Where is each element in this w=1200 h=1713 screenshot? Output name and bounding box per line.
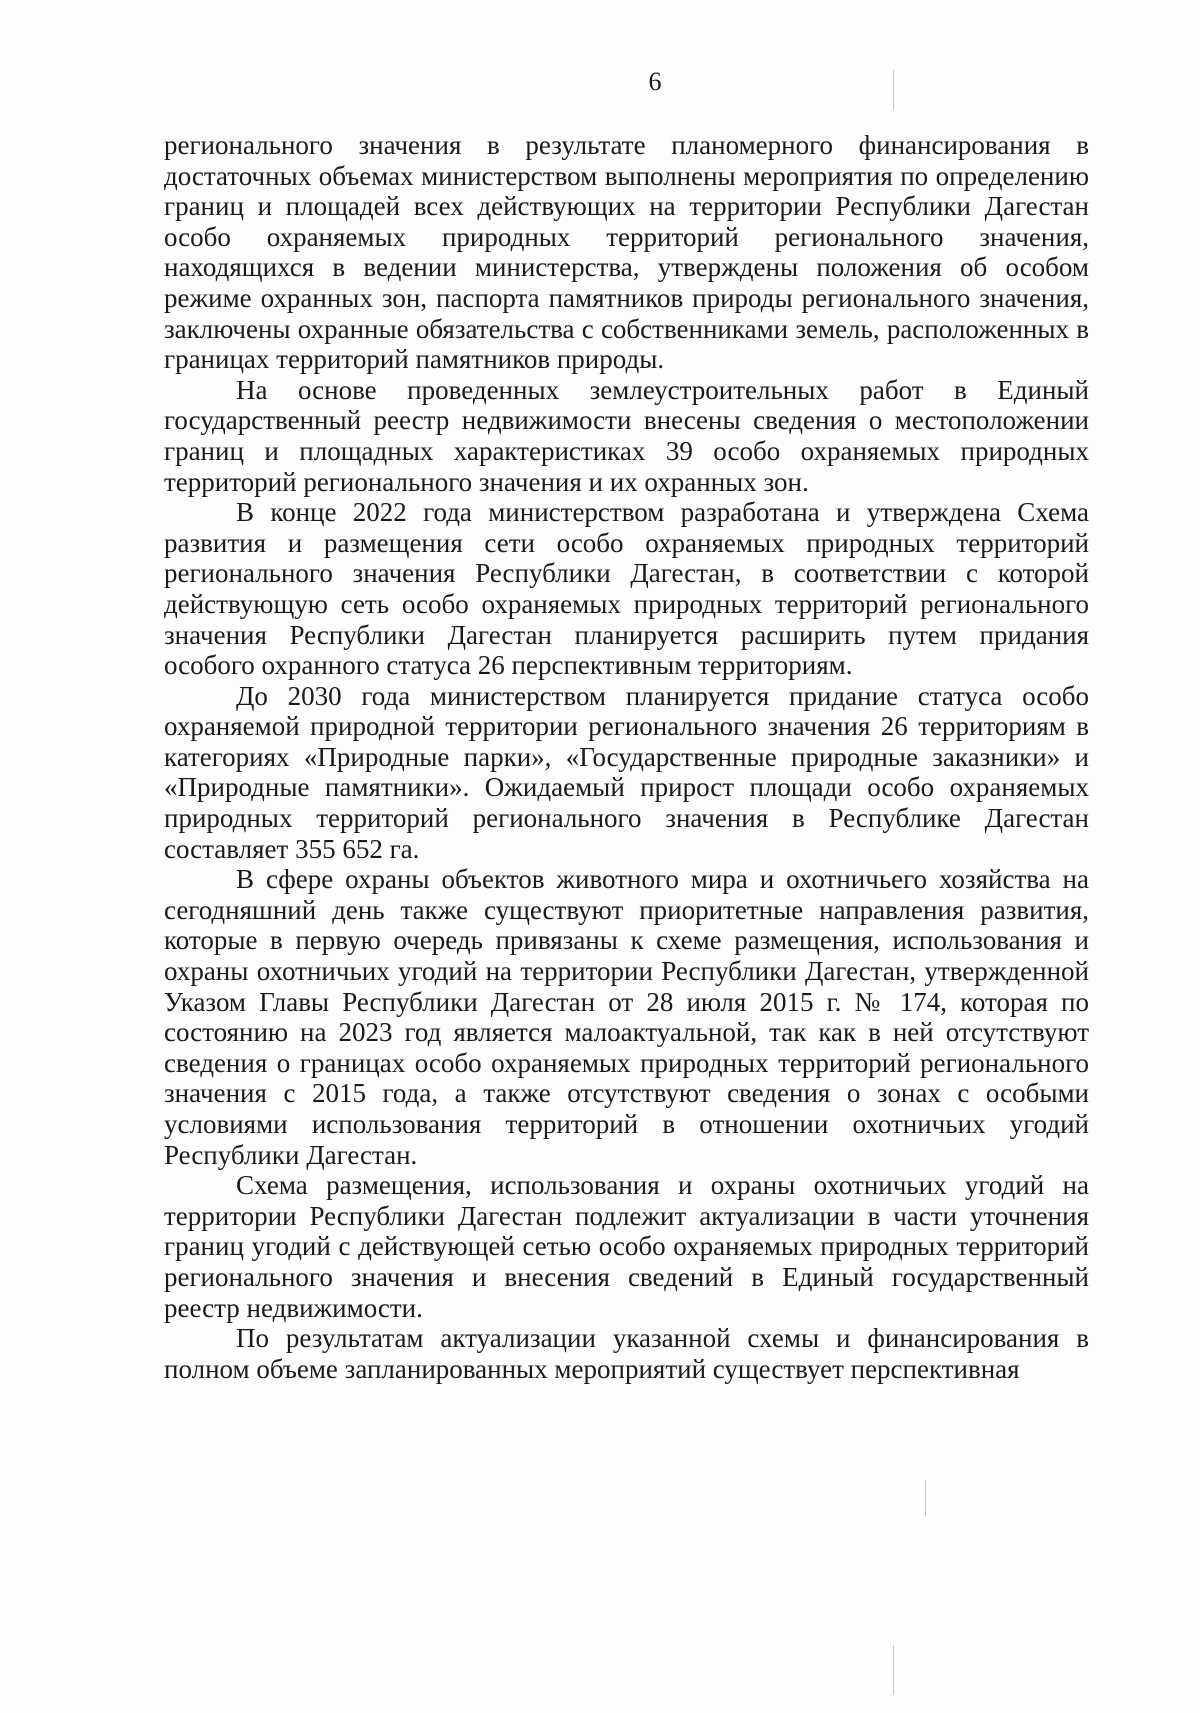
- paragraph-cadastral-registry: На основе проведенных землеустроительных работ в Единый государственный реестр недвижимости внесены сведения о местоположении границ и площадных характеристиках 39 особо охраняемых природных территорий регионального значения и их охранных зон.: [164, 374, 1089, 497]
- document-body: [164, 130, 1089, 1384]
- scan-artifact-line: [925, 1480, 926, 1516]
- paragraph-continuation: регионального значения в результате планомерного финансирования в достаточных объемах министерством выполнены мероприятия по определению границ и площадей всех действующих на территории Республики Дагестан особо охраняемых природных территорий регионального значения, находящихся в ведении министерства, утверждены положения об особом режиме охранных зон, паспорта памятников природы регионального значения, заключены охранные обязательства с собственниками земель, расположенных в границах территорий памятников природы.: [164, 130, 1089, 375]
- scan-artifact-line: [893, 70, 894, 110]
- scan-artifact-line: [893, 1645, 894, 1695]
- paragraph-hunting-sector: В сфере охраны объектов животного мира и охотничьего хозяйства на сегодняшний день также существуют приоритетные направления развития, которые в первую очередь привязаны к схеме размещения, использования и охраны охотничьих угодий на территории Республики Дагестан, утвержденной Указом Главы Республики Дагестан от 28 июля 2015 г. № 174, которая по состоянию на 2023 год является малоактуальной, так как в ней отсутствуют сведения о границах особо охраняемых природных территорий регионального значения с 2015 года, а также отсутствуют сведения о зонах с особыми условиями использования территорий в отношении охотничьих угодий Республики Дагестан.: [164, 864, 1089, 1170]
- paragraph-hunting-scheme-update: Схема размещения, использования и охраны охотничьих угодий на территории Республики Дагестан подлежит актуализации в части уточнения границ угодий с действующей сетью особо охраняемых природных территорий регионального значения и внесения сведений в Единый государственный реестр недвижимости.: [164, 1170, 1089, 1323]
- paragraph-conclusion: По результатам актуализации указанной схемы и финансирования в полном объеме запланированных мероприятий существует перспективная: [164, 1323, 1089, 1384]
- paragraph-plans-2030: До 2030 года министерством планируется придание статуса особо охраняемой природной территории регионального значения 26 территориям в категориях «Природные парки», «Государственные природные заказники» и «Природные памятники». Ожидаемый прирост площади особо охраняемых природных территорий регионального значения в Республике Дагестан составляет 355 652 га.: [164, 680, 1089, 864]
- paragraph-network-scheme-2022: В конце 2022 года министерством разработана и утверждена Схема развития и размещения сети особо охраняемых природных территорий регионального значения Республики Дагестан, в соответствии с которой действующую сеть особо охраняемых природных территорий регионального значения Республики Дагестан планируется расширить путем придания особого охранного статуса 26 перспективным территориям.: [164, 497, 1089, 681]
- page-number: 6: [648, 67, 662, 96]
